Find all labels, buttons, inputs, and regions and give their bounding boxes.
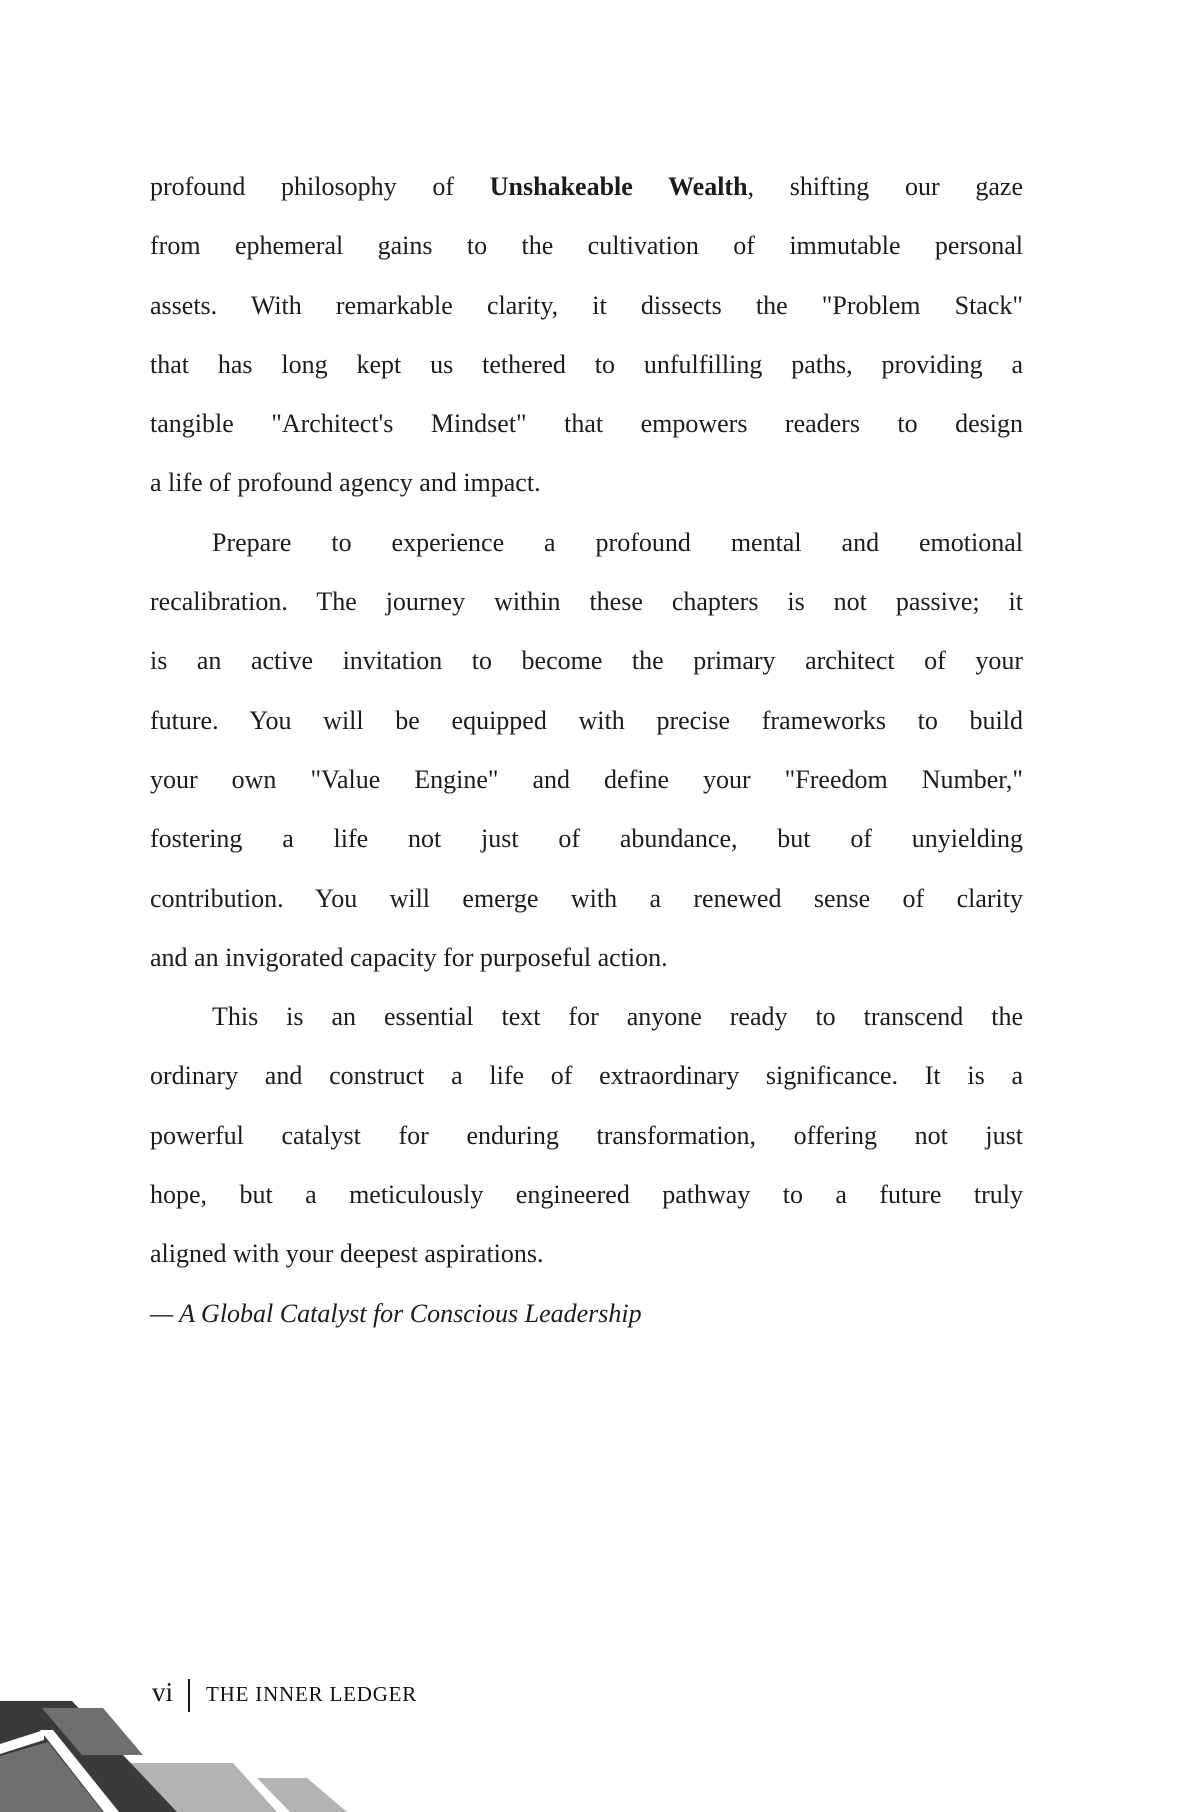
body-text: [150, 157, 1023, 1343]
text-line: This is an essential text for anyone ready to transcend the: [212, 1002, 1023, 1032]
text-line: contribution. You will emerge with a renewed sense of clarity: [150, 883, 1023, 913]
paragraph-1: [150, 157, 1023, 513]
text-line: ordinary and construct a life of extraordinary significance. It is a: [150, 1061, 1023, 1091]
text-line: Prepare to experience a profound mental and emotional: [212, 527, 1023, 557]
text-line: assets. With remarkable clarity, it dissects the "Problem Stack": [150, 290, 1023, 320]
running-book-title: THE INNER LEDGER: [206, 1682, 418, 1706]
text-line: from ephemeral gains to the cultivation of immutable personal: [150, 231, 1023, 261]
paragraph-3: [150, 987, 1023, 1283]
text-line: hope, but a meticulously engineered pathway to a future truly: [150, 1180, 1023, 1210]
text-line: your own "Value Engine" and define your "Freedom Number,": [150, 764, 1023, 794]
text-line: fostering a life not just of abundance, but of unyielding: [150, 824, 1023, 854]
text-segment: profound philosophy of: [150, 172, 490, 201]
text-line: recalibration. The journey within these chapters is not passive; it: [150, 587, 1023, 617]
text-line: powerful catalyst for enduring transformation, offering not just: [150, 1120, 1023, 1150]
text-segment: , shifting our gaze: [747, 172, 1024, 201]
text-line: tangible "Architect's Mindset" that empowers readers to design: [150, 409, 1023, 439]
text-line: is an active invitation to become the primary architect of your: [150, 646, 1023, 676]
corner-decoration: [0, 1692, 350, 1812]
text-line: and an invigorated capacity for purposeful action.: [150, 942, 668, 972]
page-number: vi: [152, 1677, 174, 1707]
text-line: aligned with your deepest aspirations.: [150, 1239, 544, 1269]
text-line: a life of profound agency and impact.: [150, 468, 541, 498]
text-line: future. You will be equipped with precise frameworks to build: [150, 705, 1023, 735]
bold-text-unshakeable-wealth: Unshakeable Wealth: [489, 172, 748, 201]
text-line: [150, 157, 1023, 216]
paragraph-2: [150, 513, 1023, 987]
text-line: that has long kept us tethered to unfulfilling paths, providing a: [150, 349, 1023, 379]
attribution-line: — A Global Catalyst for Conscious Leadership: [150, 1298, 642, 1328]
